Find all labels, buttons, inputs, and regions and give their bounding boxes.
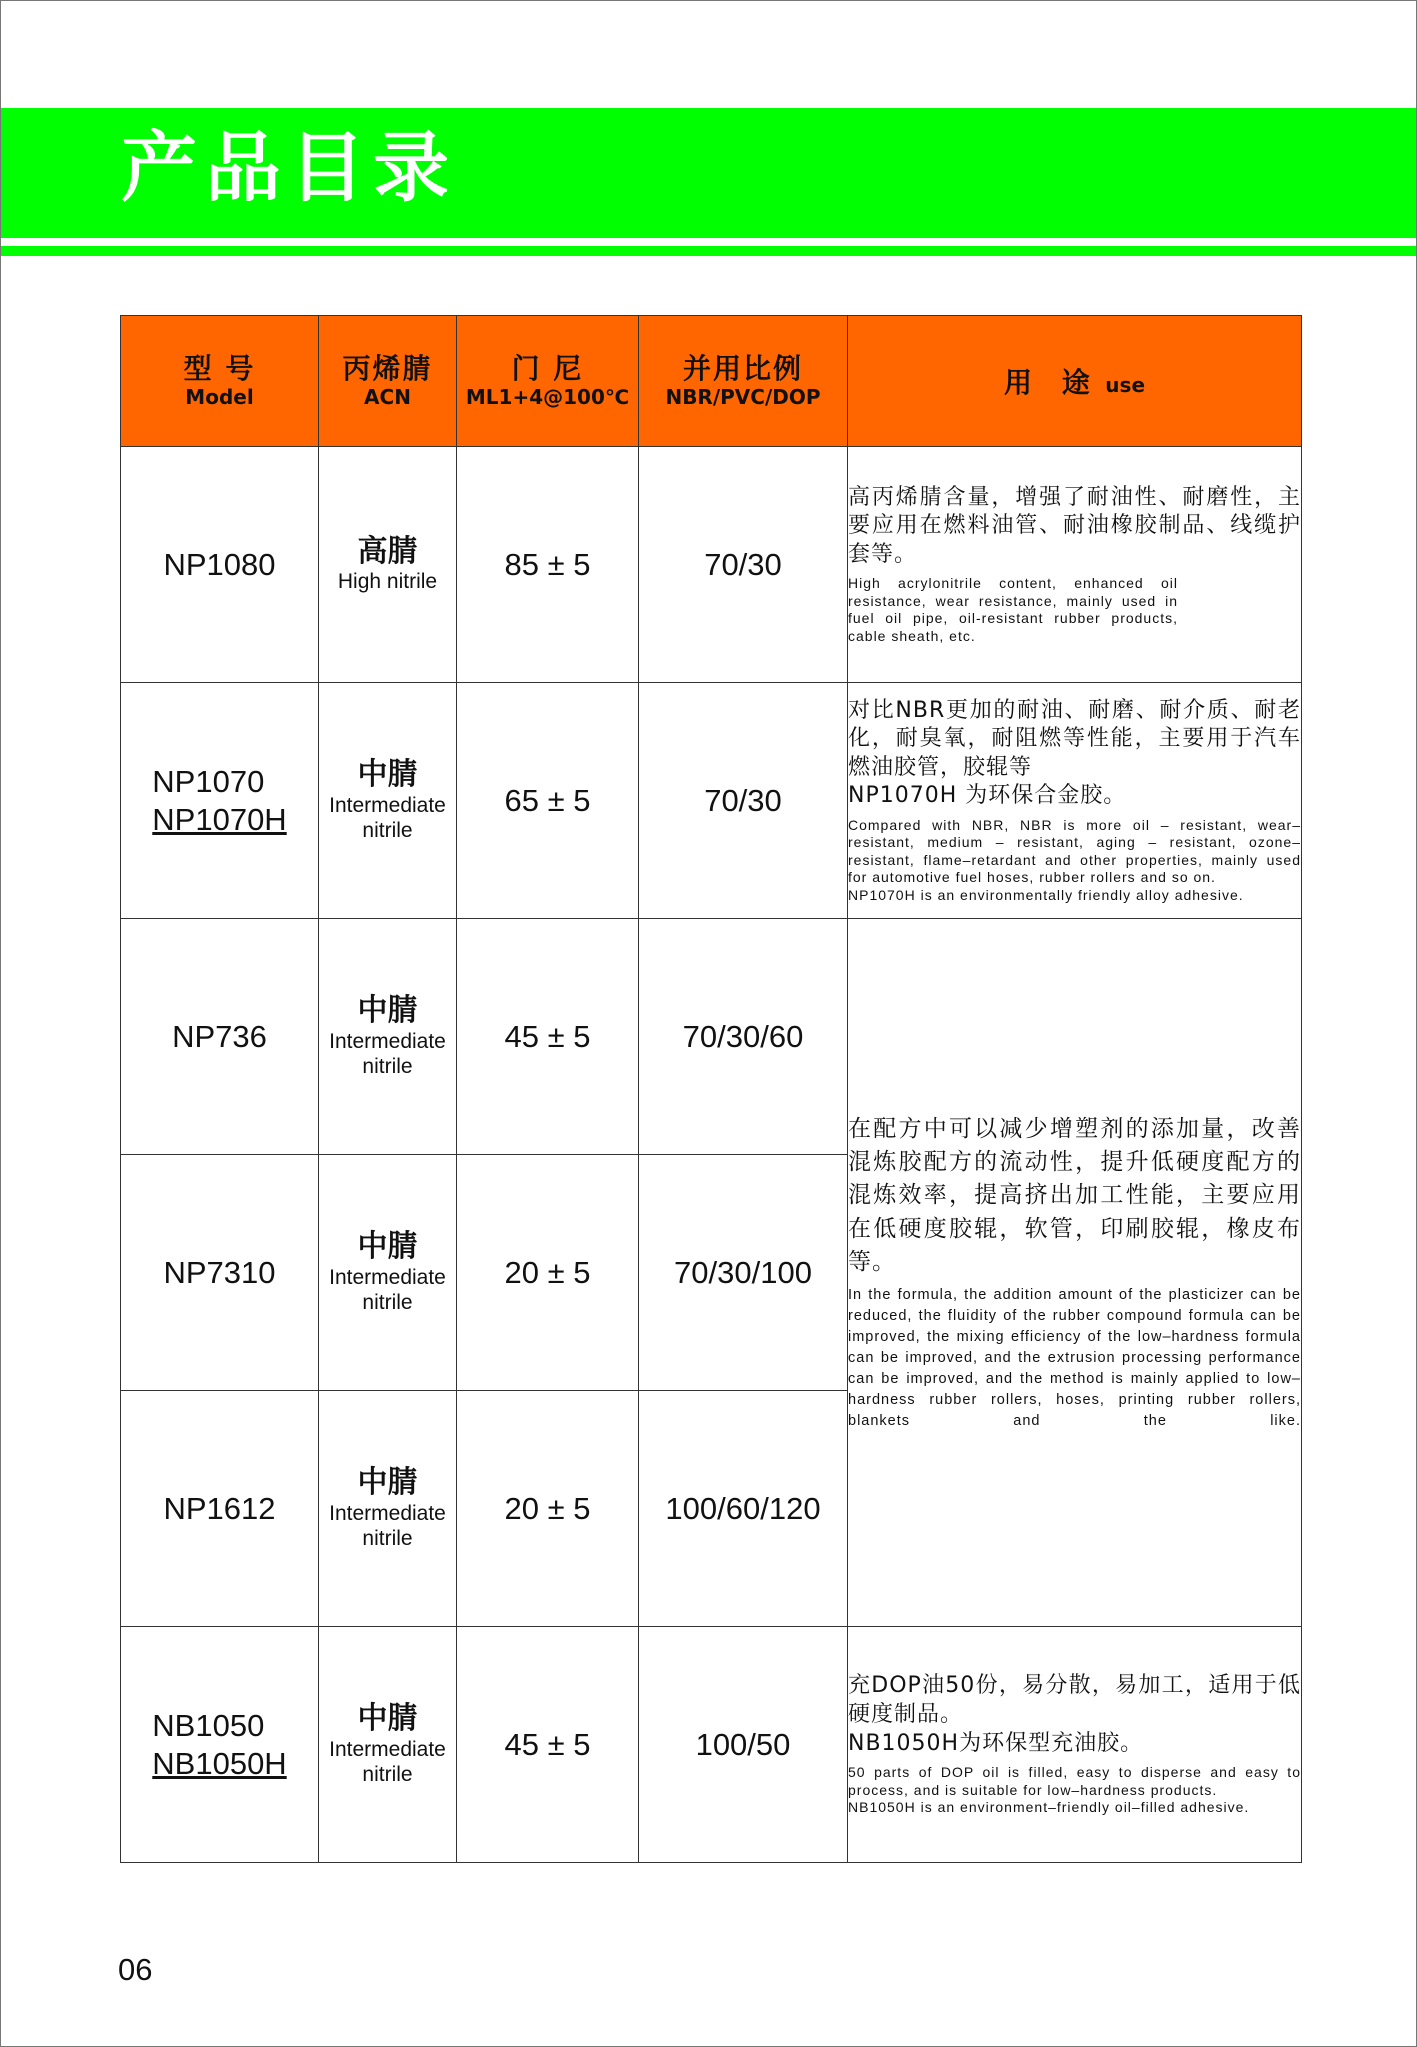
- viscosity-cell: 65 ± 5: [457, 683, 639, 919]
- ratio-cell: 70/30: [639, 683, 848, 919]
- ratio-cell: 70/30: [639, 447, 848, 683]
- viscosity-cell: 85 ± 5: [457, 447, 639, 683]
- table-row: [121, 919, 1302, 1155]
- page-number: 06: [118, 1952, 153, 1987]
- use-cell: 充DOP油50份，易分散，易加工，适用于低硬度制品。 NB1050H为环保型充油胶。 50 parts of DOP oil is filled, easy to disperse and easy to process, and is suitable for low–hardness products. NB1050H is an environment–friendly oil–filled adhesive.: [848, 1627, 1302, 1863]
- header-use: 用 途 use: [848, 316, 1302, 447]
- page-title: 产品目录: [121, 123, 457, 212]
- table-row: [121, 1627, 1302, 1863]
- acn-cell: 高腈 High nitrile: [319, 447, 457, 683]
- model-cell: NP1612: [121, 1391, 319, 1627]
- table-header-row: [121, 316, 1302, 447]
- header-viscosity: 门 尼 ML1+4@100℃: [457, 316, 639, 447]
- use-cell: 对比NBR更加的耐油、耐磨、耐介质、耐老化，耐臭氧，耐阻燃等性能，主要用于汽车燃油胶管，胶辊等 NP1070H 为环保合金胶。 Compared with NBR, NBR is more oil – resistant, wear–resistant, medium – resistant, aging – resistant, ozone–resistant, flame–retardant and other properties, mainly used for automotive fuel hoses, rubber rollers and so on. NP1070H is an environmentally friendly alloy adhesive.: [848, 683, 1302, 919]
- acn-cell: 中腈 Intermediate nitrile: [319, 683, 457, 919]
- acn-cell: 中腈 Intermediate nitrile: [319, 1627, 457, 1863]
- use-cell: 高丙烯腈含量，增强了耐油性、耐磨性，主要应用在燃料油管、耐油橡胶制品、线缆护套等。 High acrylonitrile content, enhanced oil resistance, wear resistance, mainly used in fuel oil pipe, oil-resistant rubber products, cable sheath, etc.: [848, 447, 1302, 683]
- header-acn: 丙烯腈 ACN: [319, 316, 457, 447]
- header-model: 型 号 Model: [121, 316, 319, 447]
- viscosity-cell: 20 ± 5: [457, 1391, 639, 1627]
- model-cell: NB1050 NB1050H: [121, 1627, 319, 1863]
- banner-divider: [1, 238, 1416, 246]
- acn-cell: 中腈 Intermediate nitrile: [319, 1391, 457, 1627]
- model-cell: NP736: [121, 919, 319, 1155]
- header-ratio: 并用比例 NBR/PVC/DOP: [639, 316, 848, 447]
- ratio-cell: 100/60/120: [639, 1391, 848, 1627]
- ratio-cell: 70/30/100: [639, 1155, 848, 1391]
- use-cell: 在配方中可以减少增塑剂的添加量，改善混炼胶配方的流动性，提升低硬度配方的混炼效率，提高挤出加工性能，主要应用在低硬度胶辊，软管，印刷胶辊，橡皮布等。 In the formula, the addition amount of the plasticizer can be reduced, the fluidity of the rubber compound formula can be improved, the mixing efficiency of the low–hardness formula can be improved, and the extrusion processing performance can be improved, and the method is mainly applied to low–hardness rubber rollers, hoses, printing rubber rollers, blankets and the like.: [848, 919, 1302, 1627]
- acn-cell: 中腈 Intermediate nitrile: [319, 1155, 457, 1391]
- model-cell: NP1070 NP1070H: [121, 683, 319, 919]
- table-row: [121, 447, 1302, 683]
- acn-cell: 中腈 Intermediate nitrile: [319, 919, 457, 1155]
- ratio-cell: 70/30/60: [639, 919, 848, 1155]
- viscosity-cell: 45 ± 5: [457, 1627, 639, 1863]
- model-cell: NP1080: [121, 447, 319, 683]
- banner-stripe: [1, 246, 1416, 256]
- viscosity-cell: 20 ± 5: [457, 1155, 639, 1391]
- title-banner: [1, 108, 1416, 238]
- product-catalog-table: [120, 315, 1302, 1863]
- ratio-cell: 100/50: [639, 1627, 848, 1863]
- table-row: [121, 683, 1302, 919]
- model-cell: NP7310: [121, 1155, 319, 1391]
- viscosity-cell: 45 ± 5: [457, 919, 639, 1155]
